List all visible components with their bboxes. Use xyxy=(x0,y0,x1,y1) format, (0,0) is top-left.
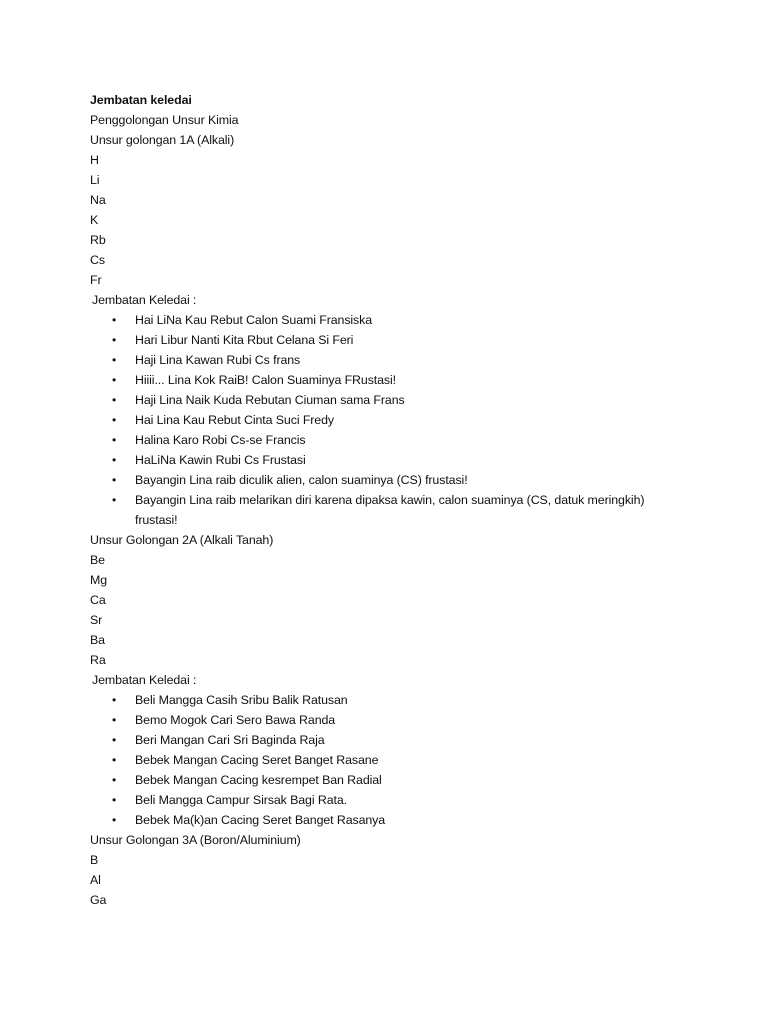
element-symbol: Li xyxy=(90,173,100,187)
element-symbol: Cs xyxy=(90,253,105,267)
bullet-icon: • xyxy=(112,353,117,367)
group-3a-section xyxy=(90,830,690,910)
group-2a-section xyxy=(90,530,690,830)
bullet-icon: • xyxy=(112,693,117,707)
element-symbol: Ga xyxy=(90,893,107,907)
bullet-icon: • xyxy=(112,453,117,467)
mnemonic-text: Bebek Mangan Cacing kesrempet Ban Radial xyxy=(135,773,382,787)
mnemonic-text: Bemo Mogok Cari Sero Bawa Randa xyxy=(135,713,336,727)
element-symbol: Al xyxy=(90,873,101,887)
mnemonic-item xyxy=(90,350,675,370)
mnemonic-item xyxy=(90,490,675,530)
mnemonic-text: Bebek Ma(k)an Cacing Seret Banget Rasanya xyxy=(135,813,386,827)
element-symbol: Fr xyxy=(90,273,102,287)
element-symbol: H xyxy=(90,153,99,167)
element-symbol: Ra xyxy=(90,653,106,667)
mnemonic-text: Hiiii... Lina Kok RaiB! Calon Suaminya FRustasi! xyxy=(135,373,397,387)
mnemonic-text: Beli Mangga Casih Sribu Balik Ratusan xyxy=(135,693,348,707)
mnemonic-text: Bayangin Lina raib diculik alien, calon suaminya (CS) frustasi! xyxy=(135,473,468,487)
mnemonic-item xyxy=(90,690,675,710)
mnemonic-item xyxy=(90,330,675,350)
mnemonic-text: Bebek Mangan Cacing Seret Banget Rasane xyxy=(135,753,379,767)
mnemonic-item xyxy=(90,730,675,750)
bullet-icon: • xyxy=(112,773,117,787)
mnemonic-label: Jembatan Keledai : xyxy=(92,673,197,687)
bullet-icon: • xyxy=(112,813,117,827)
element-symbol: Mg xyxy=(90,573,108,587)
mnemonic-text: HaLiNa Kawin Rubi Cs Frustasi xyxy=(135,453,306,467)
mnemonic-item xyxy=(90,750,675,770)
mnemonic-text: Hari Libur Nanti Kita Rbut Celana Si Feri xyxy=(135,333,354,347)
bullet-icon: • xyxy=(112,493,117,507)
mnemonic-text: Bayangin Lina raib melarikan diri karena dipaksa kawin, calon suaminya (CS, datuk meringkih) frustasi! xyxy=(135,493,645,527)
bullet-icon: • xyxy=(112,413,117,427)
element-symbol: Be xyxy=(90,553,105,567)
mnemonic-item xyxy=(90,430,675,450)
group-heading: Unsur Golongan 3A (Boron/Aluminium) xyxy=(90,833,301,847)
mnemonic-item xyxy=(90,770,675,790)
element-symbol: Ba xyxy=(90,633,105,647)
bullet-icon: • xyxy=(112,733,117,747)
bullet-icon: • xyxy=(112,713,117,727)
mnemonic-item xyxy=(90,450,675,470)
mnemonic-text: Hai Lina Kau Rebut Cinta Suci Fredy xyxy=(135,413,334,427)
mnemonic-text: Hai LiNa Kau Rebut Calon Suami Fransiska xyxy=(135,313,373,327)
bullet-icon: • xyxy=(112,373,117,387)
bullet-icon: • xyxy=(112,793,117,807)
mnemonic-item xyxy=(90,710,675,730)
mnemonic-label: Jembatan Keledai : xyxy=(92,293,197,307)
mnemonic-list xyxy=(90,690,690,830)
element-symbol: Ca xyxy=(90,593,106,607)
mnemonic-item xyxy=(90,470,675,490)
group-1a-section xyxy=(90,130,690,530)
group-heading: Unsur Golongan 2A (Alkali Tanah) xyxy=(90,533,274,547)
mnemonic-item xyxy=(90,370,675,390)
element-symbol: Rb xyxy=(90,233,106,247)
doc-subtitle: Penggolongan Unsur Kimia xyxy=(90,113,239,127)
element-symbol: Sr xyxy=(90,613,103,627)
mnemonic-item xyxy=(90,790,675,810)
bullet-icon: • xyxy=(112,333,117,347)
mnemonic-text: Halina Karo Robi Cs-se Francis xyxy=(135,433,306,447)
mnemonic-item xyxy=(90,310,675,330)
bullet-icon: • xyxy=(112,753,117,767)
mnemonic-text: Haji Lina Kawan Rubi Cs frans xyxy=(135,353,301,367)
mnemonic-text: Beli Mangga Campur Sirsak Bagi Rata. xyxy=(135,793,347,807)
bullet-icon: • xyxy=(112,473,117,487)
element-symbol: B xyxy=(90,853,99,867)
group-heading: Unsur golongan 1A (Alkali) xyxy=(90,133,235,147)
document-content xyxy=(90,90,690,910)
element-symbol: K xyxy=(90,213,99,227)
mnemonic-text: Haji Lina Naik Kuda Rebutan Ciuman sama Frans xyxy=(135,393,405,407)
doc-title: Jembatan keledai xyxy=(90,93,192,107)
mnemonic-item xyxy=(90,810,675,830)
bullet-icon: • xyxy=(112,433,117,447)
bullet-icon: • xyxy=(112,393,117,407)
mnemonic-item xyxy=(90,410,675,430)
mnemonic-text: Beri Mangan Cari Sri Baginda Raja xyxy=(135,733,325,747)
mnemonic-item xyxy=(90,390,675,410)
element-symbol: Na xyxy=(90,193,106,207)
bullet-icon: • xyxy=(112,313,117,327)
mnemonic-list xyxy=(90,310,690,530)
